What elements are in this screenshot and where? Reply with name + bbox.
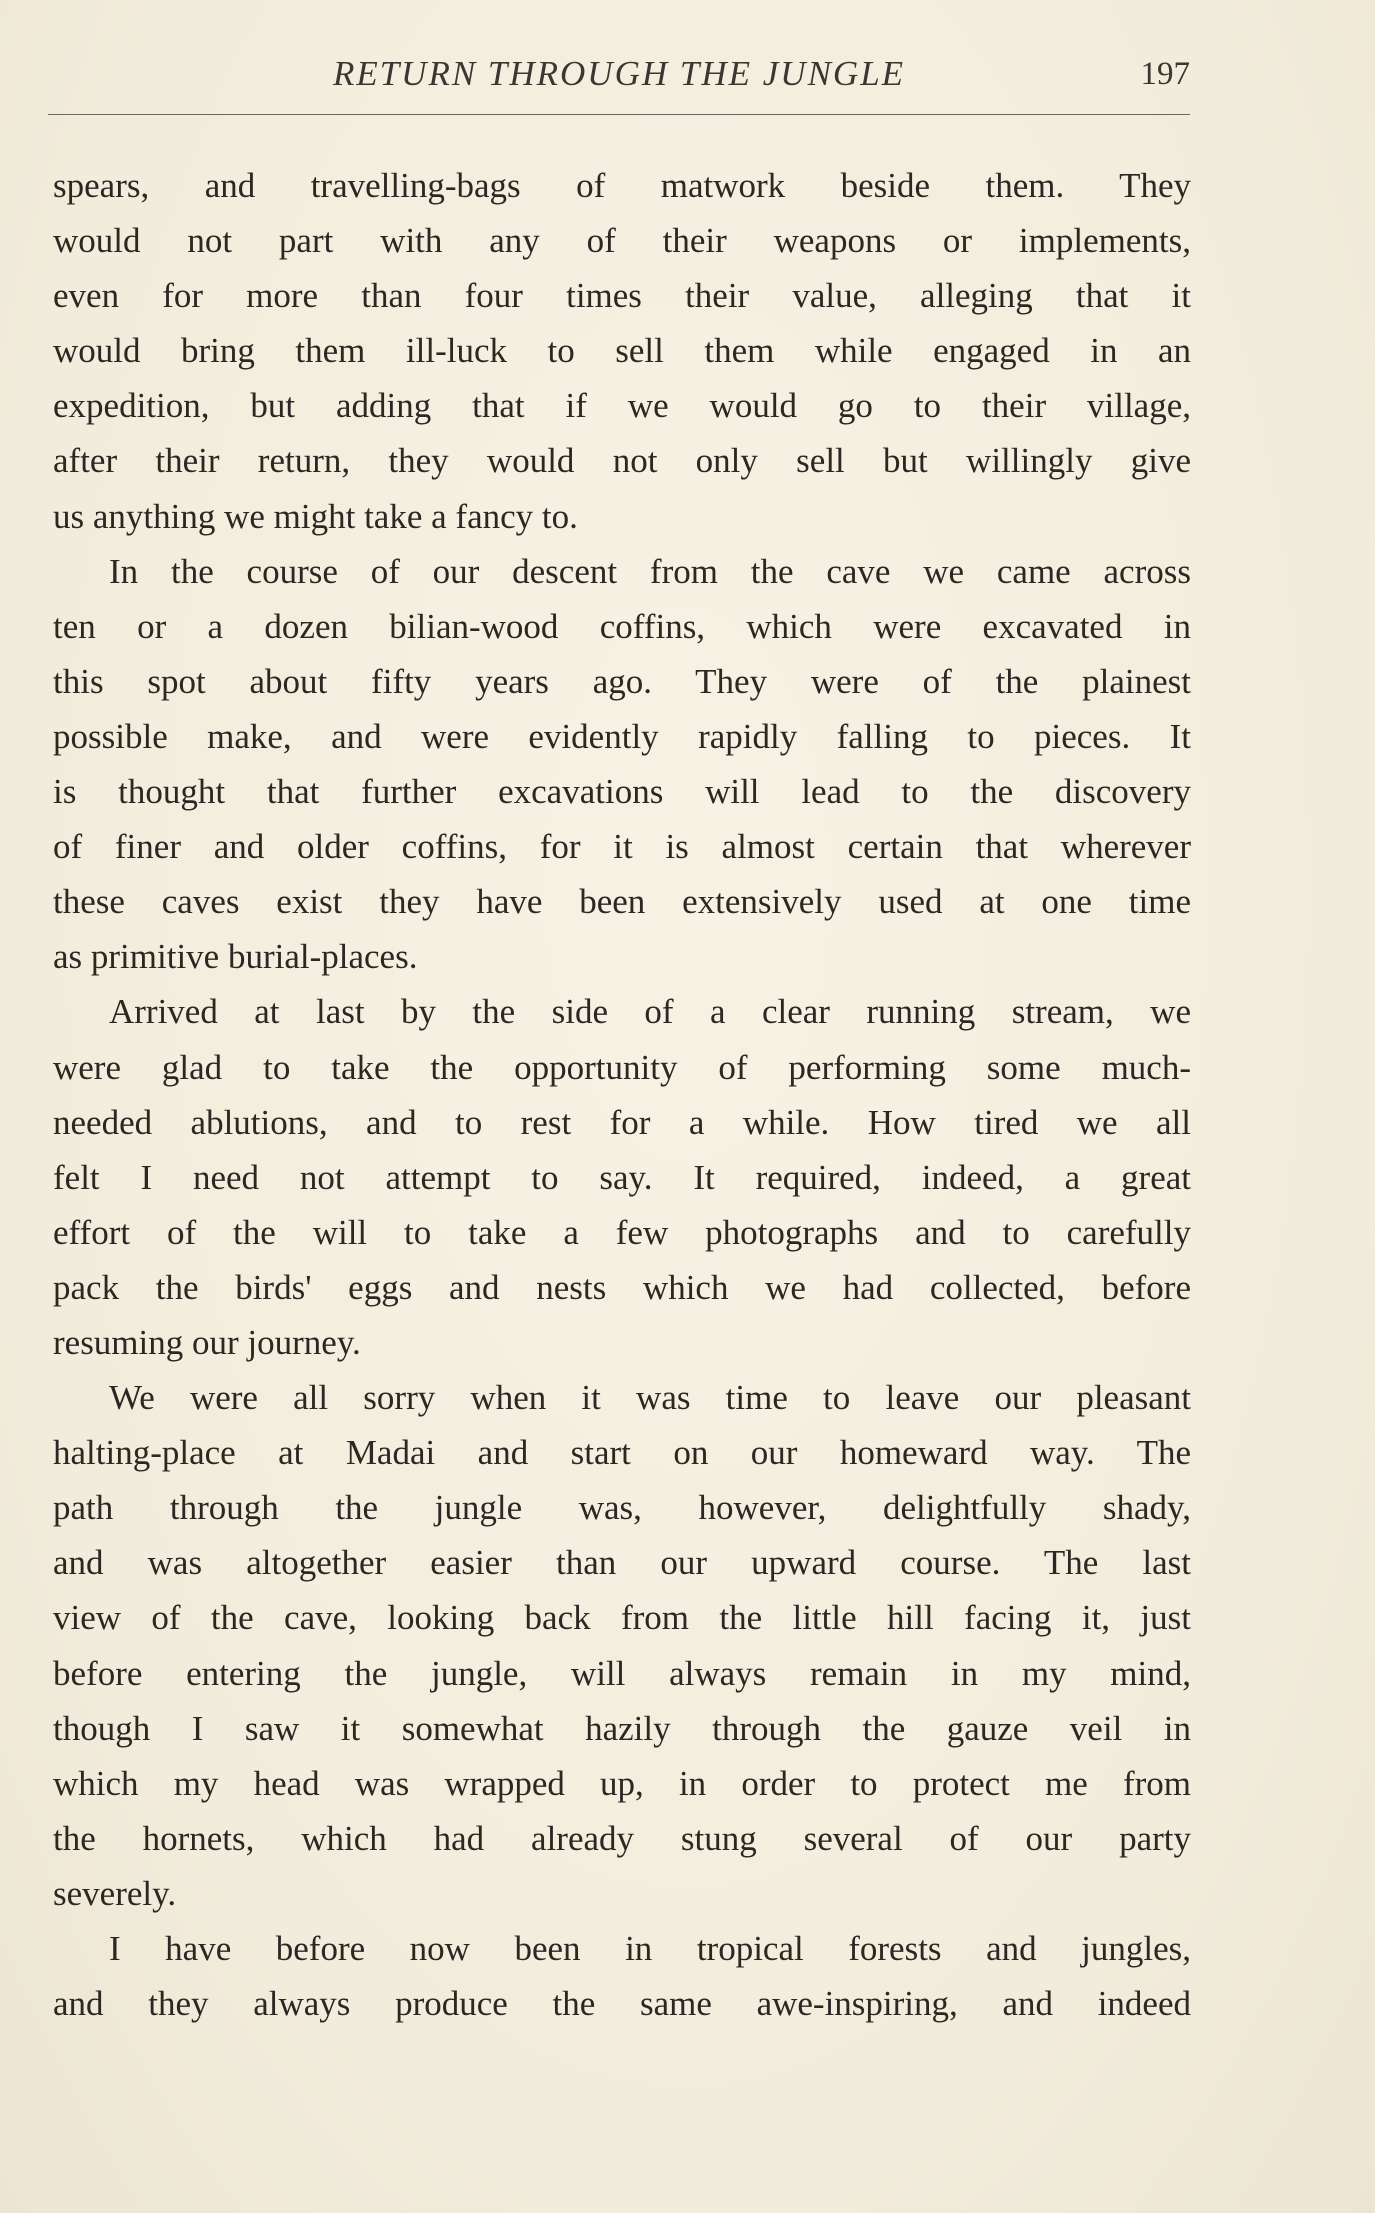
paragraph [53,1370,1191,1921]
text-line: I have before now been in tropical forests and jungles, [109,1929,1191,1968]
paragraph [53,544,1191,985]
paragraph [53,158,1191,544]
page-number: 197 [1140,56,1190,92]
paragraph [53,1921,1191,2031]
text-line: would bring them ill-luck to sell them while engaged in an [53,331,1191,371]
text-line: expedition, but adding that if we would go to their village, [53,386,1191,426]
body-text [53,158,1191,2031]
text-line: which my head was wrapped up, in order to protect me from [53,1763,1191,1803]
text-line: were glad to take the opportunity of performing some much- [53,1047,1191,1087]
text-line: ten or a dozen bilian-wood coffins, which were excavated in [53,606,1191,646]
text-line: these caves exist they have been extensively used at one time [53,882,1191,922]
text-line: felt I need not attempt to say. It required, indeed, a great [53,1157,1191,1197]
text-line: pack the birds' eggs and nests which we had collected, before [53,1267,1191,1307]
text-line: needed ablutions, and to rest for a while. How tired we all [53,1102,1191,1142]
header-rule [48,114,1190,115]
text-line: and they always produce the same awe-inspiring, and indeed [53,1984,1191,2024]
running-title: RETURN THROUGH THE JUNGLE [332,54,906,93]
text-line: is thought that further excavations will lead to the discovery [53,772,1191,812]
text-line: the hornets, which had already stung several of our party [53,1818,1191,1858]
text-line: after their return, they would not only sell but willingly give [53,441,1191,481]
text-line: as primitive burial-places. [53,937,418,977]
running-head [48,48,1190,98]
text-line: even for more than four times their value, alleging that it [53,276,1191,316]
text-line: possible make, and were evidently rapidly falling to pieces. It [53,716,1191,756]
text-line: halting-place at Madai and start on our homeward way. The [53,1433,1191,1473]
text-line: of finer and older coffins, for it is almost certain that wherever [53,827,1191,867]
text-line: and was altogether easier than our upward course. The last [53,1543,1191,1583]
text-line: severely. [53,1873,177,1913]
text-line: path through the jungle was, however, delightfully shady, [53,1488,1191,1528]
text-line: In the course of our descent from the cave we came across [109,551,1191,591]
text-line: would not part with any of their weapons or implements, [53,221,1191,261]
text-line: us anything we might take a fancy to. [53,496,578,536]
paragraph [53,984,1191,1370]
text-line: Arrived at last by the side of a clear running stream, we [109,992,1191,1032]
text-line: We were all sorry when it was time to leave our pleasant [109,1378,1191,1418]
text-line: resuming our journey. [53,1322,361,1362]
text-line: spears, and travelling-bags of matwork beside them. They [53,166,1191,205]
text-line: view of the cave, looking back from the little hill facing it, just [53,1598,1191,1638]
text-line: this spot about fifty years ago. They were of the plainest [53,661,1191,701]
text-line: effort of the will to take a few photographs and to carefully [53,1212,1191,1252]
text-line: though I saw it somewhat hazily through the gauze veil in [53,1708,1191,1748]
text-line: before entering the jungle, will always remain in my mind, [53,1653,1191,1693]
